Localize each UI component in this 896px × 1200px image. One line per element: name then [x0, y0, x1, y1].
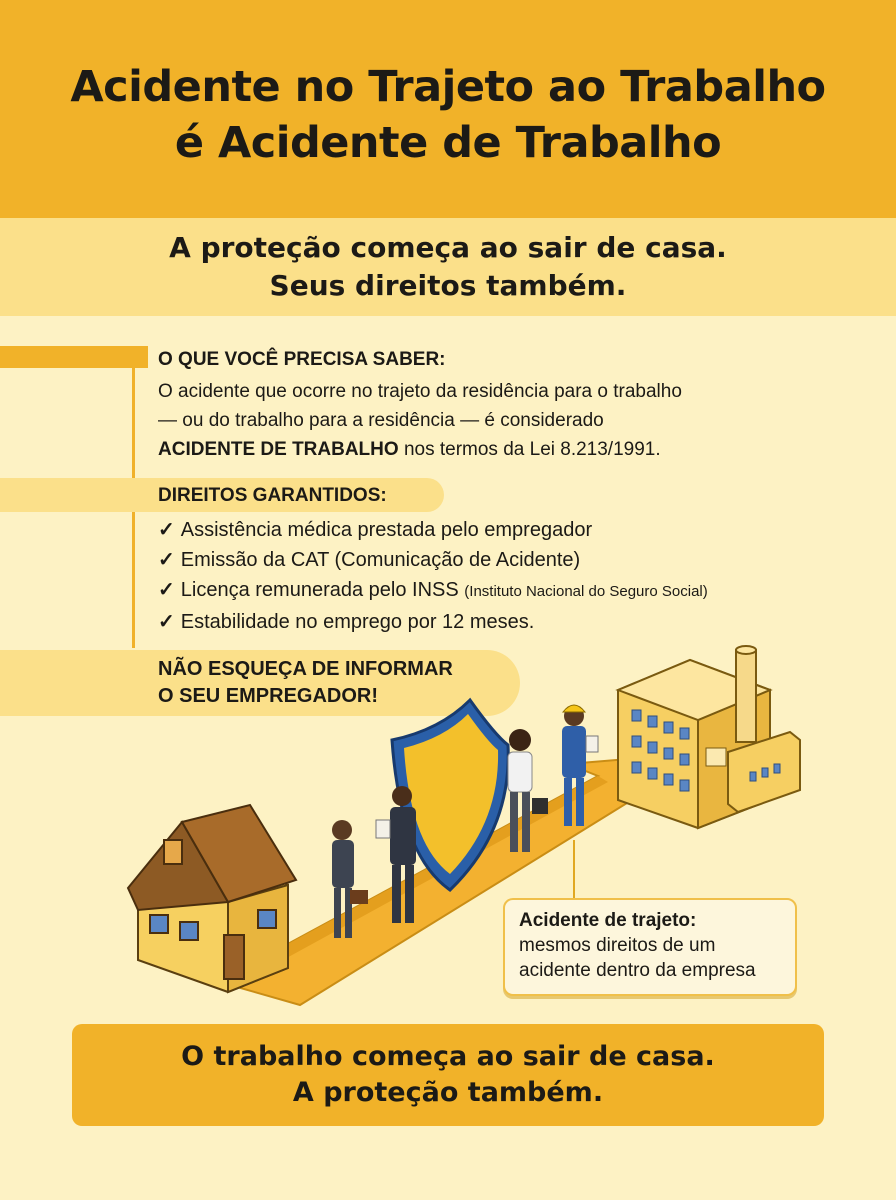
- subtitle-banner: [0, 218, 896, 316]
- right-label: Assistência médica prestada pelo empregador: [180, 519, 593, 541]
- know-heading: O QUE VOCÊ PRECISA SABER:: [158, 349, 446, 370]
- footer-line-1: O trabalho começa ao sair de casa.: [181, 1041, 715, 1072]
- right-note: (Instituto Nacional do Seguro Social): [464, 583, 708, 600]
- page-title: [70, 47, 825, 171]
- reminder-line-2: O SEU EMPREGADOR!: [158, 685, 379, 707]
- list-item: [158, 575, 848, 607]
- check-icon: ✓: [158, 549, 175, 571]
- know-body: [158, 377, 838, 464]
- title-line-1: Acidente no Trajeto ao Trabalho: [70, 62, 826, 112]
- factory-icon: [618, 646, 800, 828]
- subtitle-line-1: A proteção começa ao sair de casa.: [169, 231, 727, 264]
- footer-line-2: A proteção também.: [292, 1077, 604, 1108]
- right-label: Estabilidade no emprego por 12 meses.: [180, 611, 535, 633]
- list-item: [158, 545, 848, 575]
- rights-list: [158, 515, 848, 637]
- list-item: [158, 515, 848, 545]
- footer-text: [181, 1039, 715, 1111]
- house-icon: [128, 805, 296, 992]
- know-line-3: [158, 435, 838, 464]
- section-tab-know: [0, 346, 148, 368]
- callout-line-1: mesmos direitos de um: [519, 935, 716, 956]
- know-line-1: O acidente que ocorre no trajeto da residência para o trabalho: [158, 381, 682, 402]
- footer-banner: [72, 1024, 824, 1126]
- callout-title: Acidente de trajeto:: [519, 910, 697, 931]
- right-label: Licença remunerada pelo INSS: [180, 579, 459, 601]
- check-icon: ✓: [158, 579, 175, 601]
- subtitle: [169, 229, 727, 305]
- callout-box: [503, 898, 797, 996]
- know-line-2: — ou do trabalho para a residência — é considerado: [158, 410, 604, 431]
- header-banner: [0, 0, 896, 218]
- subtitle-line-2: Seus direitos também.: [269, 269, 627, 302]
- know-emphasis: ACIDENTE DE TRABALHO: [158, 439, 399, 460]
- list-item: [158, 607, 848, 637]
- check-icon: ✓: [158, 611, 175, 633]
- check-icon: ✓: [158, 519, 175, 541]
- know-line-3-rest: nos termos da Lei 8.213/1991.: [398, 439, 661, 460]
- right-label: Emissão da CAT (Comunicação de Acidente): [180, 549, 581, 571]
- reminder-line-1: NÃO ESQUEÇA DE INFORMAR: [158, 658, 453, 680]
- rights-heading: DIREITOS GARANTIDOS:: [158, 485, 387, 506]
- callout-line-2: acidente dentro da empresa: [519, 960, 756, 981]
- title-line-2: é Acidente de Trabalho: [174, 118, 722, 168]
